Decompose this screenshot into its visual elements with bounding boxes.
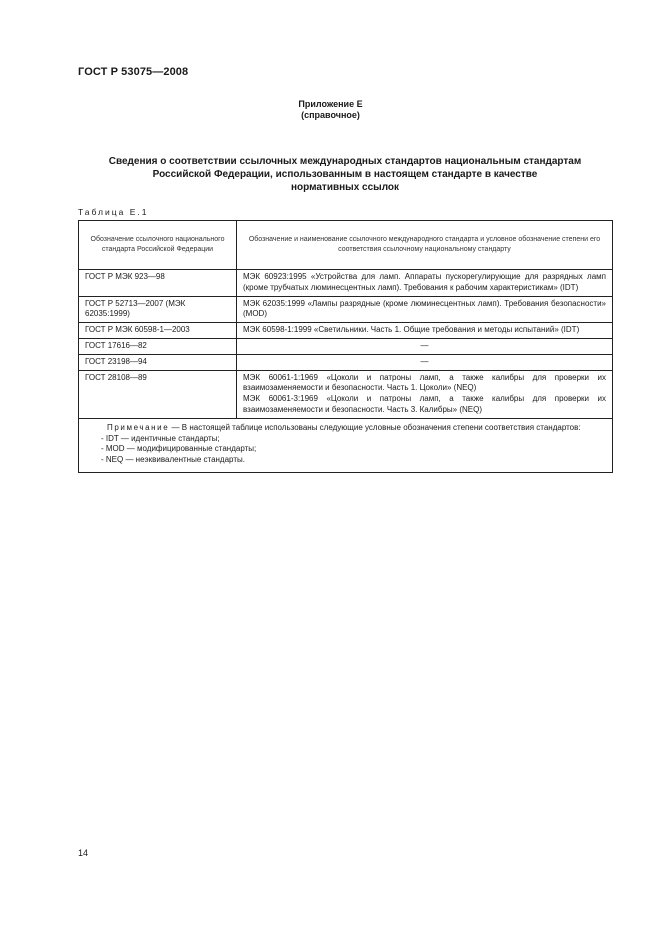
table-row xyxy=(79,296,613,323)
national-standard-cell: ГОСТ Р МЭК 923—98 xyxy=(79,270,237,297)
list-item: - IDT — идентичные стандарты; xyxy=(101,434,606,445)
international-standard-cell: МЭК 60598-1:1999 «Светильники. Часть 1. Общие требования и методы испытаний» (IDT) xyxy=(237,323,613,339)
annex-title: Приложение Е xyxy=(298,99,363,109)
heading-line-3: нормативных ссылок xyxy=(290,182,400,193)
list-item: - NEQ — неэквивалентные стандарты. xyxy=(101,455,606,466)
international-standard-cell: — xyxy=(237,354,613,370)
document-code: ГОСТ Р 53075—2008 xyxy=(78,66,189,78)
heading-line-1: Сведения о соответствии ссылочных международных стандартов национальным стандартам xyxy=(108,156,582,167)
note-text: — В настоящей таблице использованы следующие условные обозначения степени соответствия стандартов: xyxy=(171,422,581,432)
international-standard-cell: МЭК 60923:1995 «Устройства для ламп. Аппараты пускорегулирующие для разрядных ламп (кроме трубчатых люминесцентных ламп). Требования к рабочим характеристикам» (IDT) xyxy=(237,270,613,297)
note-label: Примечание xyxy=(107,422,170,432)
column-header-national: Обозначение ссылочного национального стандарта Российской Федерации xyxy=(79,221,237,270)
table-row xyxy=(79,270,613,297)
table-row xyxy=(79,354,613,370)
international-standard-text: МЭК 60061-1:1969 «Цоколи и патроны ламп, а также калибры для проверки их взаимозаменяемости и безопасности. Часть 1. Цоколи» (NEQ) xyxy=(243,372,606,393)
table-note xyxy=(79,418,613,472)
note-paragraph xyxy=(85,423,606,434)
national-standard-cell: ГОСТ 17616—82 xyxy=(79,338,237,354)
section-heading xyxy=(70,155,620,194)
annex-subtitle: (справочное) xyxy=(301,110,360,120)
international-standard-cell: МЭК 62035:1999 «Лампы разрядные (кроме люминесцентных ламп). Требования безопасности» (MOD) xyxy=(237,296,613,323)
heading-line-2: Российской Федерации, использованным в настоящем стандарте в качестве xyxy=(152,169,538,180)
annex-header xyxy=(0,99,661,121)
international-standard-cell xyxy=(237,370,613,418)
national-standard-cell: ГОСТ Р 52713—2007 (МЭК 62035:1999) xyxy=(79,296,237,323)
table-note-row xyxy=(79,418,613,472)
table-caption: Таблица Е.1 xyxy=(78,207,149,217)
page-number: 14 xyxy=(78,848,89,858)
column-header-international: Обозначение и наименование ссылочного международного стандарта и условное обозначение степени его соответствия ссылочному национальному стандарту xyxy=(237,221,613,270)
international-standard-cell: — xyxy=(237,338,613,354)
international-standard-text: МЭК 60061-3:1969 «Цоколи и патроны ламп, а также калибры для проверки их взаимозаменяемости и безопасности. Часть 3. Калибры» (NEQ) xyxy=(243,394,606,414)
national-standard-cell: ГОСТ 23198—94 xyxy=(79,354,237,370)
table-row xyxy=(79,370,613,418)
note-list xyxy=(85,434,606,466)
table-header-row xyxy=(79,221,613,270)
national-standard-cell: ГОСТ 28108—89 xyxy=(79,370,237,418)
list-item: - MOD — модифицированные стандарты; xyxy=(101,444,606,455)
table-row xyxy=(79,338,613,354)
table-row xyxy=(79,323,613,339)
standards-table xyxy=(78,220,613,473)
national-standard-cell: ГОСТ Р МЭК 60598-1—2003 xyxy=(79,323,237,339)
